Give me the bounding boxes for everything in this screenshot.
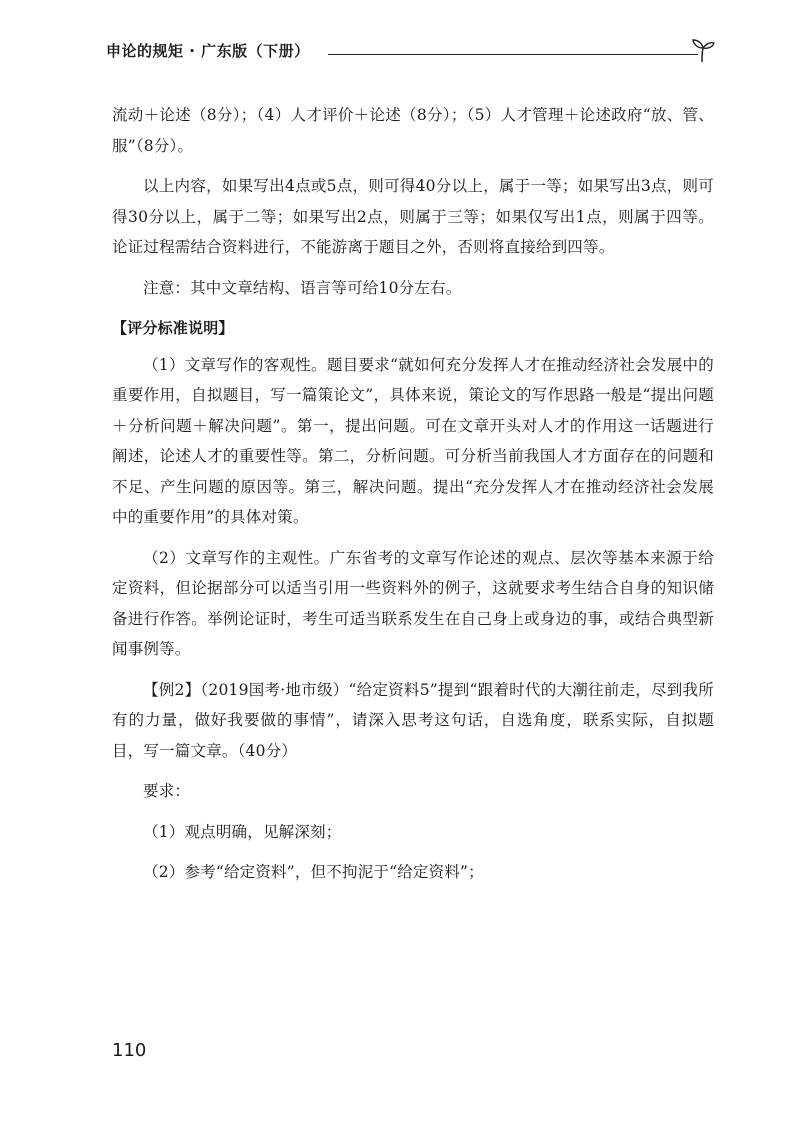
paragraph-subjectivity: （2）文章写作的主观性。广东省考的文章写作论述的观点、层次等基本来源于给定资料，但论据部分可以适当引用一些资料外的例子，这就要求考生结合自身的知识储备进行作答。举例论证时，考生可适当联系发生在自己身上或身边的事，或结合典型新闻事例等。 bbox=[112, 548, 714, 658]
page-number: 110 bbox=[112, 1040, 147, 1061]
page-body bbox=[112, 100, 714, 898]
paragraph-note: 注意：其中文章结构、语言等可给10分左右。 bbox=[143, 278, 462, 297]
section-heading: 【评分标准说明】 bbox=[112, 319, 234, 337]
paragraph-example: 【例2】（2019国考·地市级）“给定资料5”提到“跟着时代的大潮往前走，尽到我所有的力量，做好我要做的事情”，请深入思考这句话，自选角度，联系实际，自拟题目，写一篇文章。（40分） bbox=[112, 680, 714, 760]
sprout-icon bbox=[688, 36, 716, 64]
paragraph-requirements: 要求： bbox=[143, 782, 191, 800]
book-title: 申论的规矩 · 广东版（下册） bbox=[106, 42, 310, 60]
paragraph-objectivity: （1）文章写作的客观性。题目要求“就如何充分发挥人才在推动经济社会发展中的重要作用，自拟题目，写一篇策论文”，具体来说，策论文的写作思路一般是“提出问题＋分析问题＋解决问题”。第一，提出问题。可在文章开头对人才的作用这一话题进行阐述，论述人才的重要性等。第二，分析问题。可分析当前我国人才方面存在的问题和不足、产生问题的原因等。第三，解决问题。提出“充分发挥人才在推动经济社会发展中的重要作用”的具体对策。 bbox=[112, 355, 714, 526]
paragraph-grading: 以上内容，如果写出4点或5点，则可得40分以上，属于一等；如果写出3点，则可得30分以上，属于二等；如果写出2点，则属于三等；如果仅写出1点，则属于四等。论证过程需结合资料进行，不能游离于题目之外，否则将直接给到四等。 bbox=[112, 177, 714, 256]
paragraph-continuation: 流动＋论述（8分）；（4）人才评价＋论述（8分）；（5）人才管理＋论述政府“放、管、服”（8分）。 bbox=[112, 106, 714, 155]
header-rule bbox=[328, 54, 698, 55]
requirement-item: （1）观点明确，见解深刻； bbox=[143, 822, 342, 841]
running-header bbox=[106, 36, 716, 66]
requirement-item: （2）参考“给定资料”，但不拘泥于“给定资料”； bbox=[143, 863, 484, 881]
